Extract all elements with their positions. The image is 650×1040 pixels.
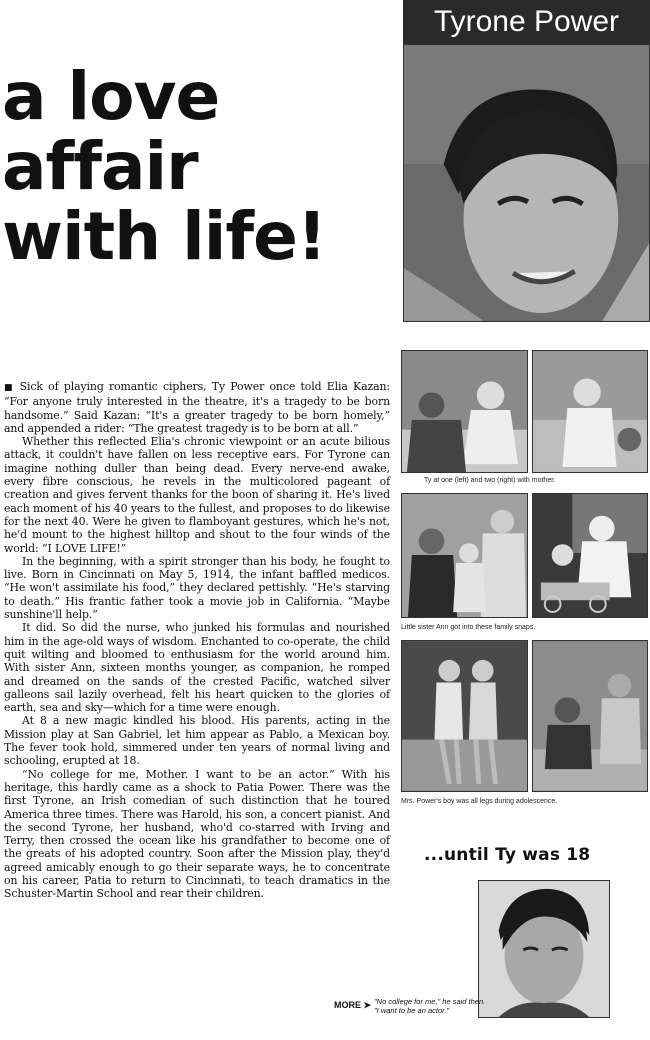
more-link[interactable]: MORE ➤ — [334, 1000, 372, 1010]
photo-adolescence-standing — [401, 640, 528, 792]
article-body — [4, 380, 390, 901]
photo-family-snap — [401, 493, 528, 618]
photo-ty-age-two — [532, 350, 648, 473]
caption-row-3: Mrs. Power's boy was all legs during adolescence. — [401, 798, 558, 805]
headline — [2, 58, 400, 275]
headline-line-3: with life! — [2, 198, 326, 275]
paragraph — [4, 380, 390, 435]
photo-ty-at-18 — [478, 880, 610, 1018]
paragraph: In the beginning, with a spirit stronger than his body, he fought to live. Born in Cincinnati on May 5, 1914, the infant baffled medicos. “He won't assimilate his food,” they declared pettishly. “He's starving to death.” His frantic father took a movie job in California. “Maybe sunshine'll help.” — [4, 554, 390, 622]
photo-wagon-snap — [532, 493, 648, 618]
paragraph: At 8 a new magic kindled his blood. His parents, acting in the Mission play at San Gabriel, let him appear as Pablo, a Mexican boy. The fever took hold, simmered under ten years of normal living and schooling, erupted at 18. — [4, 714, 390, 768]
paragraph: “No college for me, Mother. I want to be an actor.” With his heritage, this hardly came as a shock to Patia Power. There was the first Tyrone, an Irish comedian of such distinction that he toured America three times. There was Harold, his son, a concert pianist. And the second Tyrone, her husband, who'd co-starred with Irving and Terry, then crossed the ocean like his grandfather to become one of the greats of his adopted country. Soon after the Mission play, they'd agreed amicably enough to go their separate ways, he to concentrate on his career, Patia to return to Cincinnati, to teach dramatics in the Schuster-Martin School and rear their children. — [4, 767, 390, 901]
bullet-icon: ■ — [4, 383, 15, 393]
caption-row-2: Little sister Ann got into these family snaps. — [401, 624, 536, 631]
headline-line-2: affair — [2, 128, 198, 205]
photo-ty-age-one — [401, 350, 528, 473]
paragraph: It did. So did the nurse, who junked his formulas and nourished him in the age-old ways of wisdom. Enchanted to co-operate, the child quit wilting and bloomed to enthusiasm for the world around him. With sister Ann, sixteen months younger, as companion, he romped and dreamed on the sands of the crested Pacific, watched silver galleons sail lazily overhead, felt his heart quicken to the glories of earth, sea and sky—which for a time were enough. — [4, 621, 390, 715]
portrait-photo — [403, 44, 650, 322]
caption-row-1: Ty at one (left) and two (right) with mother. — [424, 477, 556, 484]
headline-line-1: a love — [2, 58, 220, 135]
name-tag: Tyrone Power — [403, 0, 650, 44]
portrait-image — [404, 45, 649, 321]
paragraph: Whether this reflected Elia's chronic viewpoint or an acute bilious attack, it couldn't have fallen on less receptive ears. For Tyrone can imagine nothing duller than being dead. Every nerve-end awake, every fibre conscious, he revels in the multicolored pageant of creation and gives fervent thanks for the boon of sharing it. He's lived each moment of his 40 years to the fullest, and proposes to do likewise for the next 40. Were he given to flamboyant gestures, which he's not, he'd mount to the highest hilltop and shout to the four winds of the world: “I LOVE LIFE!” — [4, 435, 390, 555]
quote-caption: "No college for me," he said then. "I want to be an actor." — [374, 997, 486, 1015]
subhead: ...until Ty was 18 — [424, 845, 591, 865]
paragraph-text: Sick of playing romantic ciphers, Ty Power once told Elia Kazan: “For anyone truly interested in the theatre, it's a tragedy to be born handsome.” Said Kazan: “It's a greater tragedy to be born homely,” and appended a rider: “The greatest tragedy is to be born at all.” — [4, 380, 390, 435]
photo-adolescence-beach — [532, 640, 648, 792]
